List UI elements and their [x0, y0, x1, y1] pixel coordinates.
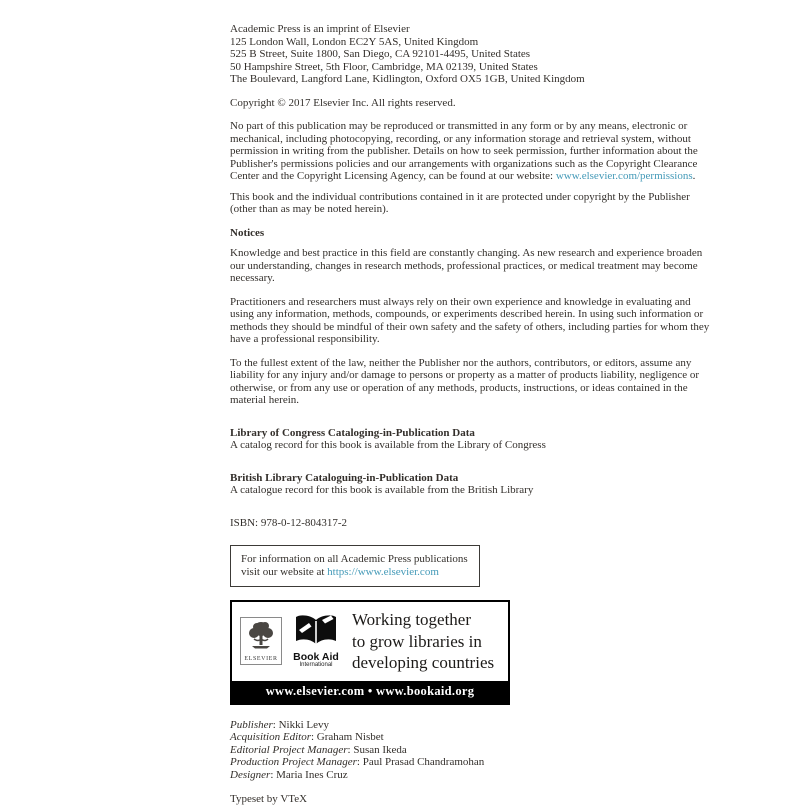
- credit-row: [230, 719, 717, 732]
- imprint-line: Academic Press is an imprint of Elsevier: [230, 23, 410, 35]
- credit-row: [230, 756, 717, 769]
- elsevier-bookaid-banner: [230, 600, 510, 705]
- credits-block: [230, 719, 717, 782]
- isbn-line: ISBN: 978-0-12-804317-2: [230, 516, 348, 529]
- protected-note: This book and the individual contributions contained in it are protected under copyright by the Publisher (other than as may be noted herein).: [230, 190, 690, 215]
- credit-role: Publisher: [230, 718, 273, 731]
- imprint-block: [230, 23, 717, 86]
- address-line: 50 Hampshire Street, 5th Floor, Cambridge, MA 02139, United States: [230, 60, 538, 73]
- bookaid-subtitle: International: [299, 661, 333, 668]
- info-box-line2-text: visit our website at: [241, 565, 328, 578]
- address-line: 525 B Street, Suite 1800, San Diego, CA 92101-4495, United States: [230, 48, 531, 60]
- credit-role: Editorial Project Manager: [230, 743, 348, 756]
- permissions-text: No part of this publication may be reproduced or transmitted in any form or by any means, electronic or mechanical, including photocopying, recording, or any information storage and retrieval system, without permission in writing from the publisher. Details on how to seek permission, further information about the Publisher's permissions policies and our arrangements with organizations such as the Copyright Clearance Center and the Copyright Licensing Agency, can be found at our website:: [230, 120, 698, 182]
- credit-name: Graham Nisbet: [316, 731, 384, 743]
- credit-separator: :: [272, 718, 279, 731]
- loc-heading: Library of Congress Cataloging-in-Publication Data: [230, 426, 475, 439]
- tagline-line: Working together: [352, 610, 472, 629]
- bookaid-name: Book Aid: [293, 650, 339, 663]
- typeset-line: Typeset by VTeX: [230, 793, 308, 805]
- credit-name: Nikki Levy: [278, 718, 330, 731]
- credit-role: Designer: [230, 768, 271, 781]
- credit-row: [230, 769, 717, 782]
- elsevier-website-link[interactable]: https://www.elsevier.com: [327, 565, 439, 578]
- tagline-line: to grow libraries in: [352, 631, 482, 651]
- permissions-paragraph: [230, 120, 717, 183]
- copyright-line: Copyright © 2017 Elsevier Inc. All rights reserved.: [230, 96, 456, 109]
- loc-cataloging-block: [230, 427, 717, 452]
- bl-text: A catalogue record for this book is available from the British Library: [230, 484, 534, 496]
- elsevier-logo-label: ELSEVIER: [244, 656, 278, 663]
- credit-row: [230, 731, 717, 744]
- bl-cataloging-block: [230, 472, 717, 497]
- sentence-period: .: [692, 170, 696, 182]
- notices-heading: Notices: [230, 226, 265, 239]
- credit-role: Acquisition Editor: [230, 731, 311, 743]
- credit-row: [230, 744, 717, 757]
- copyright-page-content: [230, 23, 717, 806]
- notices-paragraph-2: Practitioners and researchers must always rely on their own experience and knowledge in evaluating and using any information, methods, compounds, or experiments described herein. In using such information or methods they should be mindful of their own safety and the safety of others, including parties for whom they have a professional responsibility.: [230, 295, 710, 345]
- banner-tagline: [352, 609, 494, 674]
- permissions-link[interactable]: www.elsevier.com/permissions: [555, 170, 693, 182]
- credit-name: Maria Ines Cruz: [276, 768, 348, 781]
- credit-separator: :: [270, 768, 277, 781]
- credit-separator: :: [347, 743, 354, 756]
- bl-heading: British Library Cataloguing-in-Publication Data: [230, 471, 459, 484]
- address-line: 125 London Wall, London EC2Y 5AS, United Kingdom: [230, 35, 479, 48]
- bookaid-logo: [289, 614, 343, 669]
- tagline-line: developing countries: [352, 653, 495, 672]
- credit-separator: :: [356, 756, 363, 768]
- publications-info-box: [230, 545, 480, 587]
- credit-name: Paul Prasad Chandramohan: [362, 756, 485, 768]
- loc-text: A catalog record for this book is available from the Library of Congress: [230, 439, 546, 451]
- credit-role: Production Project Manager: [230, 756, 357, 768]
- notices-paragraph-1: Knowledge and best practice in this field are constantly changing. As new research and experience broaden our understanding, changes in research methods, professional practices, or medical treatment may become necessary.: [230, 247, 703, 284]
- bookaid-book-icon: [292, 639, 340, 651]
- elsevier-logo: [240, 617, 282, 665]
- credit-separator: :: [310, 731, 317, 743]
- elsevier-tree-icon: [245, 620, 277, 656]
- info-box-line2: [241, 566, 468, 579]
- banner-urls-strip: www.elsevier.com • www.bookaid.org: [232, 681, 508, 703]
- notices-paragraph-3: To the fullest extent of the law, neither the Publisher nor the authors, contributors, or editors, assume any liability for any injury and/or damage to persons or property as a matter of products liability, negligence or otherwise, or from any use or operation of any methods, products, instructions, or ideas contained in the material herein.: [230, 356, 700, 406]
- address-line: The Boulevard, Langford Lane, Kidlington, Oxford OX5 1GB, United Kingdom: [230, 73, 585, 85]
- info-box-line1: For information on all Academic Press publications: [241, 553, 468, 565]
- credit-name: Susan Ikeda: [353, 743, 407, 756]
- banner-content: [232, 602, 508, 681]
